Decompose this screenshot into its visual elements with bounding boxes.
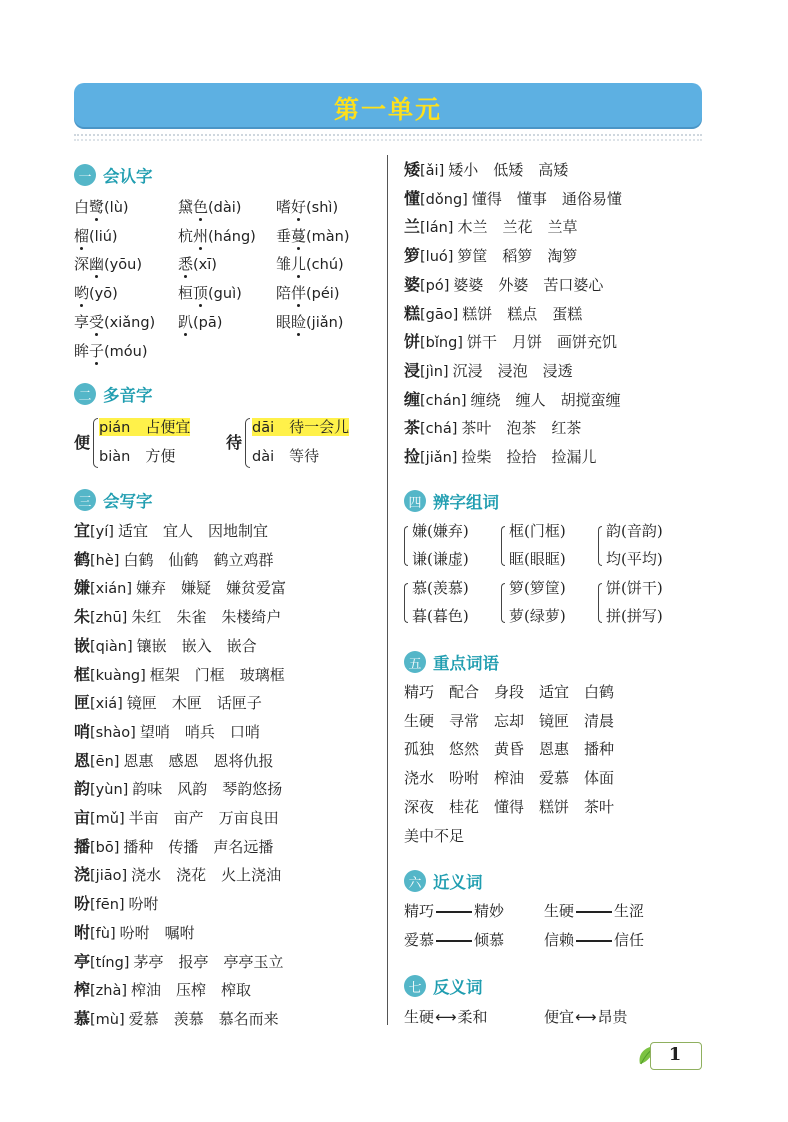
writing-char: 浇 [74,865,91,885]
writing-char: 浸 [404,360,421,380]
recognize-word: 深幽 [74,255,105,274]
recognize-pinyin: (jiǎn) [306,314,344,331]
double-arrow-icon: ⟷ [435,1008,457,1026]
writing-pinyin: [ēn] [90,753,120,770]
recognize-pinyin: (guì) [208,286,242,303]
dotted-divider-2 [74,139,702,141]
polyphone-reading-1: dāi 待一会儿 [252,418,350,436]
section-title: 会认字 [103,167,153,186]
recognize-word: 眼睑 [276,312,307,331]
writing-row [404,216,577,238]
recognize-word: 悉 [178,255,194,274]
recognize-word: 趴 [178,312,194,331]
writing-row [74,721,260,743]
recognize-word: 嗜好 [276,198,307,216]
writing-words: 吩咐 [128,895,159,914]
page-number-badge [636,1042,702,1070]
recognize-entry [276,196,338,217]
dash-connector [576,911,612,913]
writing-words: 镜匣 木匣 话匣子 [126,694,262,713]
writing-pinyin: [hè] [90,552,120,569]
recognize-pinyin: (xī) [193,257,217,274]
recognize-entry [178,282,242,303]
writing-char: 鹤 [74,549,91,569]
writing-char: 亭 [74,951,91,971]
writing-row [404,417,581,439]
recognize-pinyin: (chú) [306,257,344,274]
emphasis-dot [199,247,202,250]
antonym-word-a: 生硬 [404,1008,435,1026]
writing-row [74,922,195,944]
writing-char: 矮 [404,160,421,179]
writing-words: 望哨 哨兵 口哨 [139,722,260,741]
brace [93,418,98,468]
writing-pinyin: [shào] [90,724,136,741]
writing-row [74,1008,279,1030]
section-header-recognize [74,163,153,187]
key-words-row: 美中不足 [404,826,465,845]
writing-pinyin: [mù] [90,1011,125,1028]
writing-pinyin: [zhà] [90,983,128,1000]
recognize-word: 黛色 [178,198,209,216]
recognize-pinyin: (liú) [89,228,118,245]
recognize-word: 垂蔓 [276,226,307,245]
recognize-entry [74,253,142,274]
emphasis-dot [95,218,98,221]
writing-row [74,893,159,915]
synonym-word-b: 精妙 [474,902,505,920]
writing-char: 宜 [74,521,91,540]
writing-char: 嵌 [74,635,91,655]
writing-row [404,331,617,353]
writing-words: 箩筐 稻箩 淘箩 [457,247,578,266]
distinguish-item: 暮(暮色) [412,607,469,625]
emphasis-dot [297,304,300,307]
antonym-word-b: 柔和 [457,1008,488,1026]
writing-pinyin: [jiǎn] [420,450,458,466]
distinguish-item: 拼(拼写) [606,607,663,625]
distinguish-item: 眶(眼眶) [509,550,566,568]
distinguish-item: 韵(音韵) [606,522,663,540]
writing-words: 恩惠 感恩 恩将仇报 [123,751,274,770]
writing-words: 矮小 低矮 高矮 [448,161,569,179]
writing-row [74,979,251,1001]
writing-char: 饼 [404,332,421,352]
writing-words: 茅亭 报亭 亭亭玉立 [133,952,284,971]
recognize-entry [276,311,343,332]
writing-char: 慕 [74,1008,91,1028]
writing-words: 嫌弃 嫌疑 嫌贫爱富 [136,579,287,598]
writing-char: 箩 [404,246,421,266]
writing-pinyin: [chá] [420,421,458,438]
section-title: 反义词 [433,978,483,997]
writing-char: 榨 [74,980,91,1000]
writing-row [74,836,273,858]
synonym-pair [544,900,644,922]
recognize-entry [178,253,217,274]
recognize-pinyin: (lù) [104,200,129,216]
key-words-row: 孤独 悠然 黄昏 恩惠 播种 [404,740,615,759]
writing-char: 捡 [404,447,421,466]
writing-words: 半亩 亩产 万亩良田 [128,809,279,827]
synonym-word-b: 倾慕 [474,931,505,949]
writing-words: 茶叶 泡茶 红茶 [461,419,582,438]
section-header-polyphone [74,382,153,406]
writing-char: 缠 [404,389,421,409]
distinguish-item: 饼(饼干) [606,579,663,597]
writing-pinyin: [jiāo] [90,868,128,885]
writing-pinyin: [fù] [90,925,116,942]
dash-connector [576,940,612,942]
dotted-divider [74,134,702,136]
writing-row [404,389,621,411]
recognize-pinyin: (pā) [193,314,223,331]
distinguish-item: 萝(绿萝) [509,607,566,625]
emphasis-dot [95,275,98,278]
recognize-word: 享受 [74,312,105,331]
writing-pinyin: [kuàng] [90,667,146,684]
section-title: 重点词语 [433,654,499,673]
writing-pinyin: [zhū] [90,610,128,627]
brace [501,526,505,566]
distinguish-item: 框(门框) [509,522,566,540]
antonym-word-a: 便宜 [544,1008,575,1026]
writing-words: 缠绕 缠人 胡搅蛮缠 [470,390,621,409]
writing-words: 适宜 宜人 因地制宜 [117,522,268,540]
recognize-word: 桓顶 [178,284,209,303]
synonym-word-b: 生涩 [614,902,645,920]
writing-row [404,303,582,325]
recognize-entry [74,282,118,303]
writing-char: 哨 [74,721,91,741]
key-words-row: 浇水 吩咐 榨油 爱慕 体面 [404,769,615,788]
recognize-entry [276,282,339,303]
writing-char: 咐 [74,922,91,942]
writing-row [404,446,596,468]
writing-row [74,750,273,772]
section-header-writing [74,488,153,512]
recognize-entry [74,196,129,217]
key-words-row: 精巧 配合 身段 适宜 白鹤 [404,683,615,701]
section-number-badge: 一 [74,164,96,186]
section-title: 会写字 [103,492,153,511]
writing-pinyin: [luó] [420,249,454,266]
writing-words: 框架 门框 玻璃框 [149,665,285,684]
writing-words: 饼干 月饼 画饼充饥 [466,333,617,352]
dash-connector [436,940,472,942]
key-words-row: 生硬 寻常 忘却 镜匣 清晨 [404,711,615,730]
unit-title-banner [74,83,702,127]
section-header-key-words [404,650,499,674]
recognize-pinyin: (shì) [306,200,339,216]
key-words-row: 深夜 桂花 懂得 糕饼 茶叶 [404,797,615,816]
writing-words: 榨油 压榨 榨取 [131,981,252,1000]
recognize-pinyin: (xiǎng) [104,314,156,331]
brace [245,418,250,468]
writing-char: 嫌 [74,578,91,598]
brace [404,583,408,623]
recognize-word: 榴 [74,226,90,245]
writing-char: 亩 [74,808,91,827]
recognize-pinyin: (móu) [104,343,148,360]
recognize-pinyin: (yōu) [104,257,142,274]
writing-words: 浇水 浇花 火上浇油 [131,866,282,885]
writing-row [404,159,568,181]
writing-pinyin: [lán] [420,220,454,237]
writing-row [74,577,286,599]
brace [598,583,602,623]
emphasis-dot [297,333,300,336]
recognize-entry [276,225,350,246]
section-header-antonyms [404,974,483,998]
unit-title: 第一单元 [333,95,442,124]
synonym-word-a: 生硬 [544,902,575,920]
writing-pinyin: [gāo] [420,306,459,323]
writing-row [74,520,268,542]
emphasis-dot [184,275,187,278]
distinguish-item: 嫌(嫌弃) [412,522,469,540]
writing-words: 韵味 风韵 琴韵悠扬 [132,780,283,799]
recognize-word: 杭州 [178,226,209,245]
distinguish-item: 均(平均) [606,550,663,568]
writing-pinyin: [ǎi] [420,163,445,179]
section-number-badge: 四 [404,490,426,512]
writing-char: 播 [74,836,91,856]
recognize-pinyin: (háng) [208,228,256,245]
brace [404,526,408,566]
writing-words: 木兰 兰花 兰草 [457,218,578,237]
emphasis-dot [199,304,202,307]
writing-pinyin: [fēn] [90,897,125,914]
section-number-badge: 五 [404,651,426,673]
writing-row [404,274,603,296]
writing-char: 吩 [74,894,91,914]
section-title: 近义词 [433,873,483,892]
section-number-badge: 二 [74,383,96,405]
writing-words: 播种 传播 声名远播 [123,837,274,856]
recognize-word: 白鹭 [74,198,105,216]
recognize-word: 雏儿 [276,255,307,274]
section-title: 辨字组词 [433,493,499,512]
synonym-word-a: 精巧 [404,902,435,920]
writing-char: 恩 [74,750,91,770]
writing-pinyin: [jìn] [420,363,449,380]
section-header-synonyms [404,869,483,893]
writing-char: 韵 [74,779,91,799]
emphasis-dot [80,247,83,250]
polyphone-char: 便 [74,433,91,452]
recognize-pinyin: (dài) [208,200,242,216]
writing-words: 白鹤 仙鹤 鹤立鸡群 [123,550,274,569]
section-number-badge: 七 [404,975,426,997]
writing-pinyin: [bǐng] [420,335,463,352]
writing-char: 匣 [74,693,91,713]
polyphone-reading-1: pián 占便宜 [99,418,191,436]
writing-row [74,549,273,571]
writing-words: 吩咐 嘱咐 [119,923,195,942]
writing-pinyin: [xián] [90,581,133,598]
writing-pinyin: [qiàn] [90,638,133,655]
section-number-badge: 三 [74,489,96,511]
distinguish-item: 谦(谦虚) [412,550,469,568]
recognize-pinyin: (péi) [306,286,340,303]
double-arrow-icon: ⟷ [575,1008,597,1026]
recognize-entry [74,311,155,332]
synonym-word-a: 信赖 [544,931,575,949]
writing-row [74,864,281,886]
page-number: 1 [668,1044,682,1065]
emphasis-dot [95,362,98,365]
writing-row [74,664,285,686]
synonym-pair [404,900,504,922]
dash-connector [436,911,472,913]
writing-row [74,692,262,714]
emphasis-dot [80,304,83,307]
writing-pinyin: [yùn] [90,782,129,799]
antonym-word-b: 昂贵 [597,1008,628,1026]
emphasis-dot [184,333,187,336]
brace [501,583,505,623]
writing-words: 镶嵌 嵌入 嵌合 [136,636,257,655]
writing-words: 懂得 懂事 通俗易懂 [471,189,622,208]
recognize-pinyin: (yō) [89,286,118,303]
recognize-entry [276,253,344,274]
recognize-entry [178,225,256,246]
polyphone-char: 待 [226,433,243,452]
section-header-distinguish [404,489,499,513]
synonym-word-b: 信任 [614,931,645,949]
synonym-pair [544,929,644,951]
recognize-word: 哟 [74,284,90,303]
synonym-pair [404,929,504,951]
writing-words: 婆婆 外婆 苦口婆心 [453,275,604,294]
recognize-word: 陪伴 [276,284,307,303]
distinguish-item: 箩(箩筐) [509,579,566,597]
writing-row [74,635,257,657]
emphasis-dot [297,275,300,278]
writing-pinyin: [mǔ] [90,811,125,827]
writing-row [404,188,622,210]
writing-words: 爱慕 羡慕 慕名而来 [128,1009,279,1028]
writing-words: 朱红 朱雀 朱楼绮户 [131,608,282,627]
polyphone-reading-2: biàn 方便 [99,447,176,465]
writing-row [74,778,282,800]
writing-pinyin: [xiá] [90,696,123,713]
writing-row [74,606,281,628]
writing-pinyin: [pó] [420,277,450,294]
distinguish-item: 慕(羡慕) [412,579,469,597]
writing-pinyin: [bō] [90,839,120,856]
polyphone-reading-2: dài 等待 [252,447,320,465]
emphasis-dot [95,333,98,336]
writing-words: 捡柴 捡拾 捡漏儿 [461,448,597,466]
emphasis-dot [297,218,300,221]
writing-char: 婆 [404,274,421,294]
recognize-entry [178,311,222,332]
writing-words: 沉浸 浸泡 浸透 [452,361,573,380]
writing-pinyin: [tíng] [90,954,130,971]
writing-char: 朱 [74,607,91,627]
brace [598,526,602,566]
section-title: 多音字 [103,386,153,405]
antonym-pair [544,1006,628,1028]
antonym-pair [404,1006,488,1028]
writing-char: 兰 [404,217,421,237]
recognize-entry [178,196,241,217]
writing-pinyin: [yí] [90,524,114,540]
recognize-entry [74,225,118,246]
synonym-word-a: 爱慕 [404,931,435,949]
recognize-entry [74,340,148,361]
writing-row [404,245,577,267]
recognize-pinyin: (màn) [306,228,350,245]
writing-words: 糕饼 糕点 蛋糕 [462,304,583,323]
writing-char: 框 [74,664,91,684]
writing-row [404,360,573,382]
writing-char: 懂 [404,188,421,208]
writing-row [74,951,283,973]
section-number-badge: 六 [404,870,426,892]
writing-char: 糕 [404,303,421,323]
recognize-word: 眸子 [74,341,105,360]
emphasis-dot [199,218,202,221]
emphasis-dot [297,247,300,250]
writing-pinyin: [dǒng] [420,191,468,208]
writing-pinyin: [chán] [420,392,467,409]
column-divider [387,155,388,1025]
writing-row [74,807,279,829]
writing-char: 茶 [404,418,421,438]
